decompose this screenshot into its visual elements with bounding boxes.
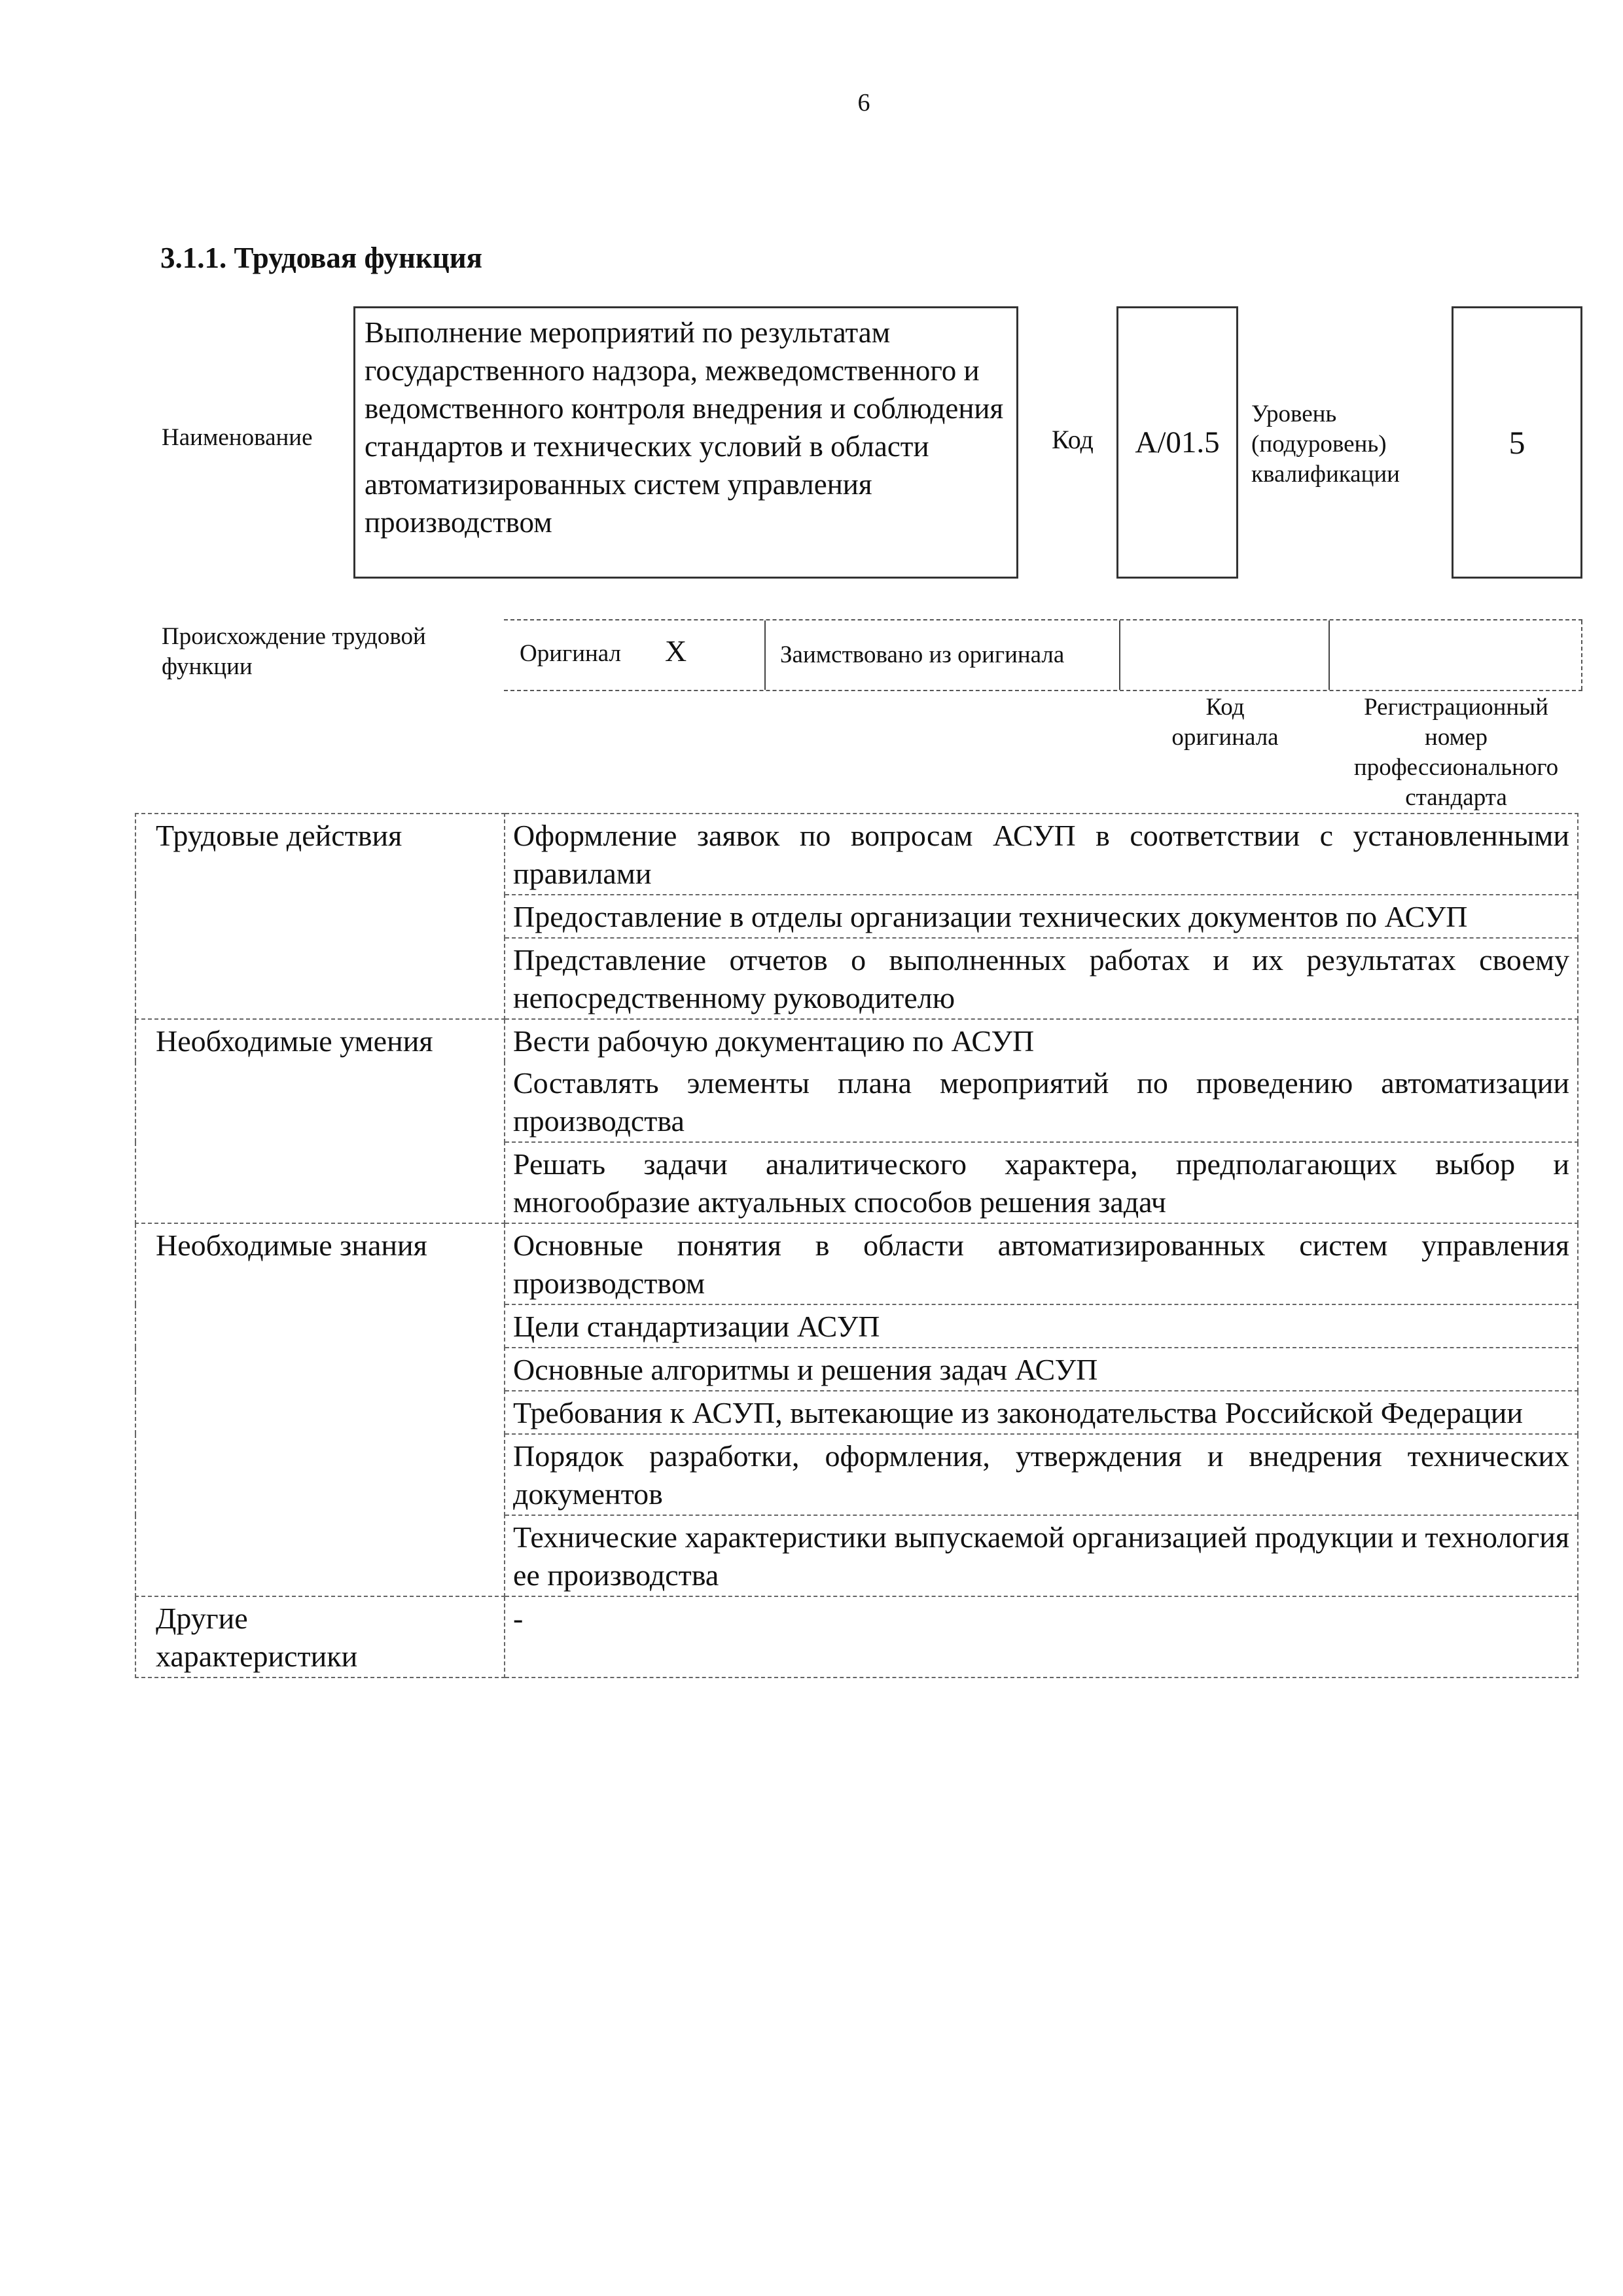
origin-reg-cell [1330, 620, 1582, 690]
function-name-box: Выполнение мероприятий по результатам государственного надзора, межведомственного и ведомственного контроля внедрения и соблюдения стандартов и технических условий в области автоматизированных систем управления производством [353, 306, 1018, 579]
knowledge-item: Основные понятия в области автоматизированных систем управления производством [505, 1223, 1578, 1304]
origin-label-line2: функции [162, 653, 253, 680]
skill-item: Вести рабочую документацию по АСУП [505, 1019, 1578, 1062]
original-label: Оригинал [520, 640, 622, 667]
origin-code-cell [1120, 620, 1330, 690]
level-value-box [1452, 306, 1582, 579]
other-label-line2: характеристики [156, 1640, 358, 1673]
knowledge-item: Технические характеристики выпускаемой организацией продукции и технология ее производства [505, 1515, 1578, 1596]
knowledge-item: Основные алгоритмы и решения задач АСУП [505, 1348, 1578, 1391]
borrowed-label: Заимствовано из оригинала [780, 641, 1065, 668]
level-label-line3: квалификации [1251, 461, 1400, 488]
other-label-line1: Другие [156, 1602, 248, 1635]
level-label-line1: Уровень [1251, 401, 1337, 427]
other-label [135, 1596, 505, 1677]
table-row [135, 1019, 1578, 1062]
origin-borrowed-cell [766, 620, 1120, 690]
origin-original-cell [504, 620, 766, 690]
code-value-box [1116, 306, 1238, 579]
knowledge-label: Необходимые знания [135, 1223, 505, 1596]
section-title: 3.1.1. Трудовая функция [160, 242, 483, 274]
knowledge-item: Порядок разработки, оформления, утверждения и внедрения технических документов [505, 1434, 1578, 1515]
table-row [135, 1223, 1578, 1304]
reg-caption-line3: профессионального [1353, 754, 1559, 781]
name-label: Наименование [162, 424, 313, 451]
level-value: 5 [1508, 424, 1525, 461]
table-row [135, 1596, 1578, 1677]
skills-label: Необходимые умения [135, 1019, 505, 1223]
actions-label: Трудовые действия [135, 814, 505, 1019]
skill-item: Решать задачи аналитического характера, предполагающих выбор и многообразие актуальных способов решения задач [505, 1142, 1578, 1223]
table-row [135, 814, 1578, 895]
level-label [1251, 399, 1400, 490]
origin-label-line1: Происхождение трудовой [162, 623, 426, 650]
origin-row [504, 619, 1582, 691]
knowledge-item: Цели стандартизации АСУП [505, 1304, 1578, 1348]
origin-label [162, 622, 426, 682]
function-details-table [135, 813, 1578, 1678]
reg-number-caption [1330, 692, 1582, 813]
code-original-caption [1120, 692, 1330, 753]
page-number: 6 [857, 89, 870, 117]
other-value: - [505, 1596, 1578, 1677]
reg-caption-line1: Регистрационный [1364, 694, 1548, 721]
original-mark: X [665, 634, 687, 668]
reg-caption-line2: номер [1425, 724, 1488, 751]
action-item: Представление отчетов о выполненных работах и их результатах своему непосредственному руководителю [505, 938, 1578, 1019]
reg-caption-line4: стандарта [1405, 784, 1507, 811]
code-caption-line1: Код [1205, 694, 1245, 721]
knowledge-item: Требования к АСУП, вытекающие из законодательства Российской Федерации [505, 1391, 1578, 1434]
action-item: Предоставление в отделы организации технических документов по АСУП [505, 895, 1578, 938]
level-label-line2: (подуровень) [1251, 431, 1387, 457]
code-caption-line2: оригинала [1171, 724, 1279, 751]
code-value: A/01.5 [1135, 425, 1220, 459]
skill-item: Составлять элементы плана мероприятий по проведению автоматизации производства [505, 1062, 1578, 1142]
action-item: Оформление заявок по вопросам АСУП в соответствии с установленными правилами [505, 814, 1578, 895]
code-label: Код [1052, 425, 1094, 454]
